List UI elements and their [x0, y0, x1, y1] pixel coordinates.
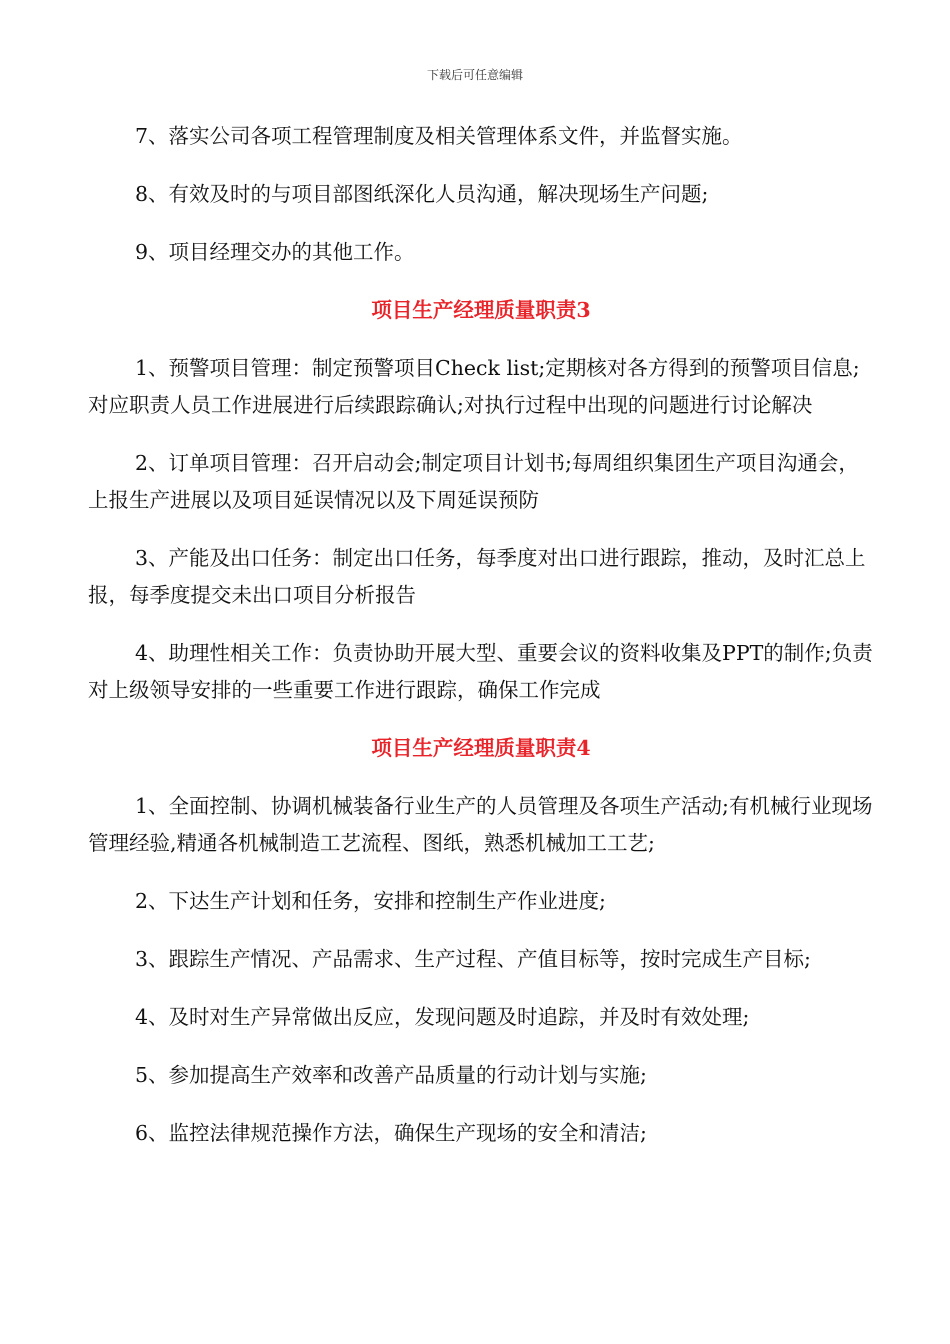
page-header: 下载后可任意编辑 — [426, 68, 523, 82]
list-item: 7、落实公司各项工程管理制度及相关管理体系文件，并监督实施。 — [135, 124, 743, 148]
list-item: 2、订单项目管理：召开启动会;制定项目计划书;每周组织集团生产项目沟通会，上报生产进展以及项目延误情况以及下周延误预防 — [88, 451, 859, 512]
list-item: 1、全面控制、协调机械装备行业生产的人员管理及各项生产活动;有机械行业现场管理经验,精通各机械制造工艺流程、图纸，熟悉机械加工工艺; — [88, 794, 873, 855]
list-item: 6、监控法律规范操作方法，确保生产现场的安全和清洁; — [135, 1121, 647, 1145]
section-title: 项目生产经理质量职责3 — [371, 298, 591, 322]
list-item: 3、跟踪生产情况、产品需求、生产过程、产值目标等，按时完成生产目标; — [135, 947, 811, 971]
list-item: 4、及时对生产异常做出反应，发现问题及时追踪，并及时有效处理; — [135, 1005, 750, 1029]
list-item: 4、助理性相关工作：负责协助开展大型、重要会议的资料收集及PPT的制作;负责对上级领导安排的一些重要工作进行跟踪，确保工作完成 — [88, 641, 873, 702]
section-title: 项目生产经理质量职责4 — [371, 736, 591, 760]
list-item: 8、有效及时的与项目部图纸深化人员沟通，解决现场生产问题; — [135, 182, 709, 206]
list-item: 2、下达生产计划和任务，安排和控制生产作业进度; — [135, 889, 606, 913]
list-item: 5、参加提高生产效率和改善产品质量的行动计划与实施; — [135, 1063, 647, 1087]
list-item: 3、产能及出口任务：制定出口任务，每季度对出口进行跟踪，推动，及时汇总上报，每季度提交未出口项目分析报告 — [88, 546, 866, 607]
list-item: 9、项目经理交办的其他工作。 — [135, 240, 415, 264]
list-item: 1、预警项目管理：制定预警项目Check list;定期核对各方得到的预警项目信息;对应职责人员工作进展进行后续跟踪确认;对执行过程中出现的问题进行讨论解决 — [88, 356, 860, 417]
document-body — [88, 118, 874, 1152]
